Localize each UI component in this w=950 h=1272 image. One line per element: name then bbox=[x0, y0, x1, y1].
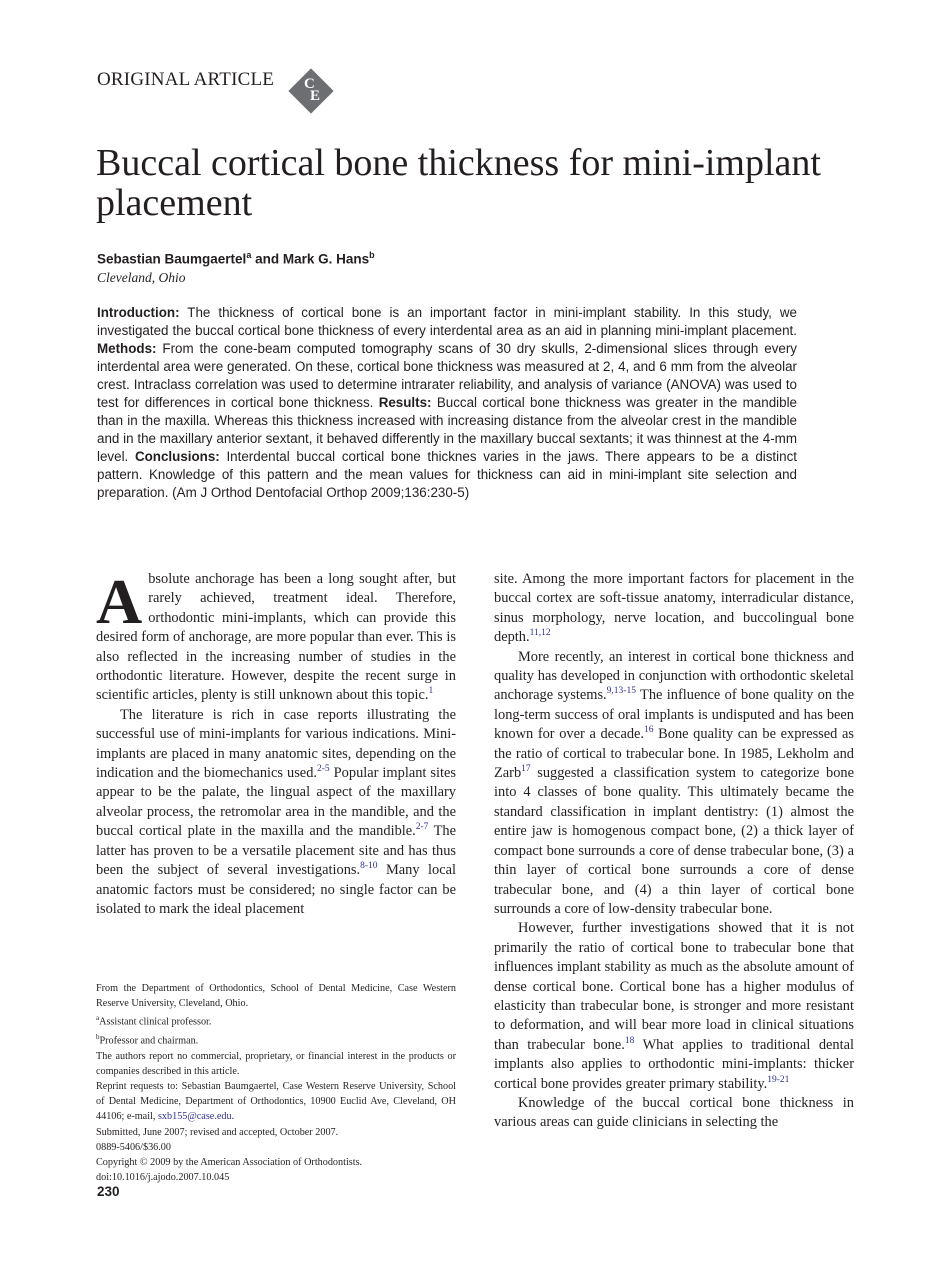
footnote-reprint-text: Reprint requests to: Sebastian Baumgaertel, Case Western Reserve University, School of Dental Medicine, Department of Orthodontics, 10900 Euclid Ave, Cleveland, OH 44106; e-mail, bbox=[96, 1081, 456, 1123]
ce-badge-c: C bbox=[304, 76, 315, 92]
footnote-doi: doi:10.1016/j.ajodo.2007.10.045 bbox=[96, 1172, 230, 1184]
abstract-methods: From the cone-beam computed tomography scans of 30 dry skulls, 2-dimensional slices through every interdental area were generated. On these, cortical bone thickness was measured at 2, 4, and 6 mm from the alveolar crest. Intraclass correlation was used to determine intrarater reliability, and analysis of variance (ANOVA) was used to test for differences in cortical bone thickness. bbox=[97, 341, 797, 410]
footnote-a bbox=[96, 1011, 456, 1030]
footnote-interest: The authors report no commercial, proprietary, or financial interest in the products or companies described in this article. bbox=[96, 1050, 456, 1077]
body-column-right bbox=[494, 570, 854, 1133]
abstract-results: Buccal cortical bone thickness was greater in the mandible than in the maxilla. Whereas this thickness increased with increasing distance from the alveolar crest in the mandible and in the maxillary anterior sextant, it behaved differently in the maxillary buccal sextants; it was thinnest at the 4-mm level. bbox=[97, 395, 797, 464]
page-number: 230 bbox=[97, 1184, 120, 1199]
footnote-b-mark: b bbox=[96, 1033, 100, 1041]
body-paragraph-5 bbox=[494, 919, 854, 1094]
body-paragraph-2-text-b: Popular implant sites appear to be the palate, the lingual aspect of the maxillary alveolar process, the retromolar area in the mandible, and the buccal cortical plate in the maxilla and the mandible. bbox=[96, 765, 456, 840]
email-link[interactable]: sxb155@case.edu bbox=[157, 1111, 232, 1123]
body-paragraph-4-text-a: More recently, an interest in cortical bone thickness and quality has developed in conjunction with orthodontic skeletal anchorage systems. bbox=[494, 648, 854, 704]
author-1-affil-mark: a bbox=[246, 250, 252, 260]
citation-link[interactable]: 17 bbox=[521, 764, 531, 775]
body-paragraph-3-text: site. Among the more important factors for placement in the buccal cortex are soft-tissue anatomy, interradicular distance, sinus morphology, nerve location, and buccolingual bone depth. bbox=[494, 571, 854, 646]
drop-cap: A bbox=[96, 566, 143, 637]
footnote-reprint bbox=[96, 1079, 456, 1125]
section-heading: ORIGINAL ARTICLE bbox=[97, 69, 275, 90]
footnote-reprint-end: . bbox=[231, 1111, 235, 1123]
body-paragraph-2-text-a: The literature is rich in case reports illustrating the successful use of mini-implants for various indications. Mini-implants are placed in many anatomic sites, depending on the indication and the biomechanics used. bbox=[96, 706, 456, 782]
abstract-intro: The thickness of cortical bone is an important factor in mini-implant stability. In this study, we investigated the buccal cortical bone thickness of every interdental area as an aid in planning mini-implant placement. bbox=[97, 305, 797, 338]
abstract-conclusions-label: Conclusions: bbox=[134, 449, 220, 464]
body-paragraph-5-text-b: What applies to traditional dental implants also applies to orthodontic mini-implants: thicker cortical bone provides greater primary stability. bbox=[494, 1036, 854, 1092]
footnotes bbox=[96, 981, 456, 1185]
abstract-intro-label: Introduction: bbox=[97, 305, 180, 320]
citation-link[interactable]: 2-7 bbox=[415, 822, 429, 833]
author-1: Sebastian Baumgaertel bbox=[97, 251, 247, 267]
footnote-submitted: Submitted, June 2007; revised and accepted, October 2007. bbox=[96, 1126, 339, 1138]
body-paragraph-4-text-d: suggested a classification system to categorize bone into 4 classes of bone quality. This ultimately became the standard classification in implant dentistry: (1) almost the entire jaw is homogenous compact bone, (2) a thick layer of compact bone surrounds a core of dense trabecular bone, (3) a thin layer of cortical bone surrounds a core of dense trabecular bone, and (4) a thin layer of cortical bone surrounds a core of low-density trabecular bone. bbox=[494, 765, 854, 917]
citation-link[interactable]: 11,12 bbox=[529, 628, 551, 639]
body-paragraph-2-text-d: Many local anatomic factors must be considered; no single factor can be isolated to mark the ideal placement bbox=[96, 862, 456, 917]
ce-badge-e: E bbox=[310, 88, 321, 104]
footnote-from: From the Department of Orthodontics, School of Dental Medicine, Case Western Reserve University, Cleveland, Ohio. bbox=[96, 983, 456, 1010]
author-2: Mark G. Hans bbox=[282, 251, 370, 267]
citation-link[interactable]: 18 bbox=[624, 1035, 635, 1046]
citation-link[interactable]: 8-10 bbox=[360, 861, 378, 872]
footnote-b bbox=[96, 1030, 456, 1049]
abstract bbox=[97, 304, 797, 502]
citation-link[interactable]: 19-21 bbox=[767, 1074, 790, 1085]
abstract-results-label: Results: bbox=[378, 395, 432, 410]
body-paragraph-4-text-b: The influence of bone quality on the long-term success of oral implants is undisputed and has been known for over a decade. bbox=[494, 687, 854, 743]
author-location: Cleveland, Ohio bbox=[97, 270, 186, 285]
author-2-affil-mark: b bbox=[369, 250, 375, 260]
footnote-a-text: Assistant clinical professor. bbox=[99, 1016, 212, 1028]
body-paragraph-2 bbox=[96, 706, 456, 919]
footnote-b-text: Professor and chairman. bbox=[99, 1035, 199, 1047]
author-conjunction: and bbox=[251, 251, 283, 267]
abstract-conclusions: Interdental buccal cortical bone thicknes varies in the jaws. There appears to be a distinct pattern. Knowledge of this pattern and the mean values for thickness can aid in mini-implant site selection and preparation. (Am J Orthod Dentofacial Orthop 2009;136:230-5) bbox=[97, 449, 797, 500]
footnote-copyright: Copyright © 2009 by the American Association of Orthodontists. bbox=[96, 1157, 363, 1169]
body-paragraph-5-text-a: However, further investigations showed that it is not primarily the ratio of cortical bone to trabecular bone that influences implant stability as much as the absolute amount of dense cortical bone. Cortical bone has a higher modulus of elasticity than trabecular bone, is stronger and more resistant to deformation, and will bear more load in clinical situations than trabecular bone. bbox=[494, 920, 854, 1053]
body-paragraph-4 bbox=[494, 648, 854, 920]
citation-link[interactable]: 2-5 bbox=[317, 764, 330, 775]
citation-link[interactable]: 16 bbox=[644, 725, 654, 736]
footnote-issn: 0889-5406/$36.00 bbox=[96, 1141, 171, 1153]
citation-link[interactable]: 1 bbox=[428, 686, 434, 697]
body-column-left bbox=[96, 566, 456, 919]
body-paragraph-1 bbox=[96, 566, 456, 706]
body-paragraph-2-text-c: The latter has proven to be a versatile placement site and has thus been the subject of several investigations. bbox=[96, 823, 456, 879]
author-line bbox=[97, 250, 375, 267]
citation-link[interactable]: 9,13-15 bbox=[606, 686, 636, 697]
ce-badge-icon bbox=[289, 69, 333, 113]
article-title: Buccal cortical bone thickness for mini-implant placement bbox=[96, 142, 821, 224]
abstract-methods-label: Methods: bbox=[97, 341, 157, 356]
footnote-a-mark: a bbox=[96, 1014, 100, 1023]
body-paragraph-4-text-c: Bone quality can be expressed as the ratio of cortical to trabecular bone. In 1985, Lekholm and Zarb bbox=[494, 726, 854, 782]
body-paragraph-3 bbox=[494, 570, 854, 648]
body-paragraph-1-text: bsolute anchorage has been a long sought after, but rarely achieved, treatment ideal. Therefore, orthodontic mini-implants, which can provide this desired form of anchorage, are more popular than ever. This is also reflected in the increasing number of studies in the orthodontic literature. However, despite the recent surge in scientific articles, plenty is still unknown about this topic. bbox=[96, 571, 456, 704]
body-paragraph-6: Knowledge of the buccal cortical bone thickness in various areas can guide clinicians in selecting the bbox=[494, 1094, 854, 1131]
